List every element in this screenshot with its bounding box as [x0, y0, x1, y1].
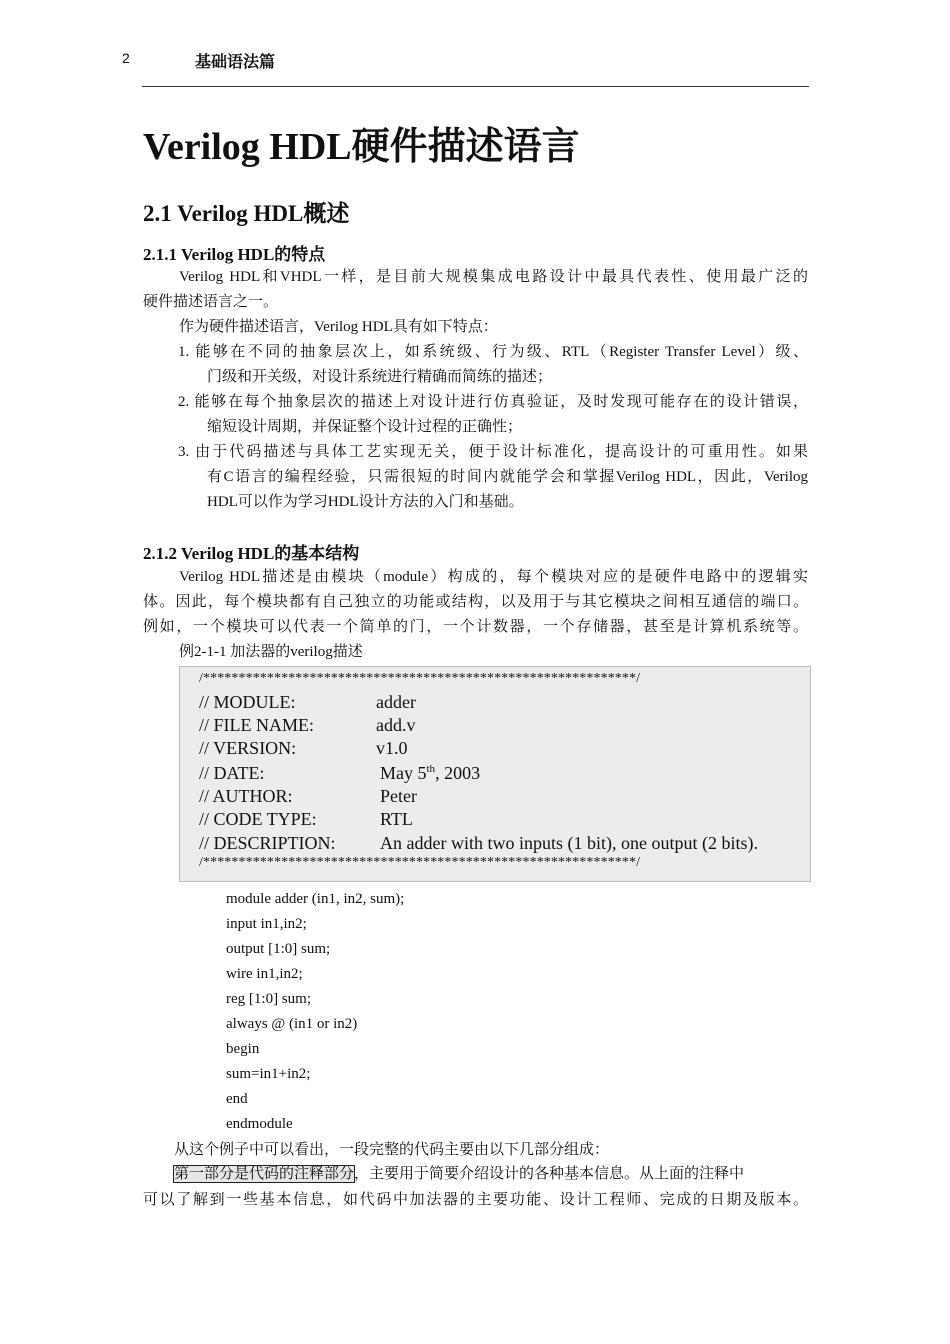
- page-number: 2: [122, 50, 130, 66]
- comment-value: v1.0: [376, 738, 408, 758]
- comment-key: // DESCRIPTION:: [199, 833, 336, 853]
- paragraph-line: 硬件描述语言之一。: [143, 294, 279, 310]
- example-caption: 例2-1-1 加法器的verilog描述: [179, 644, 363, 660]
- subsection-number: 2.1.2 Verilog HDL: [143, 544, 275, 563]
- list-item: 2. 能够在每个抽象层次的描述上对设计进行仿真验证，及时发现可能存在的设计错误，: [178, 394, 808, 410]
- comment-border-bottom: /*************************************************************/: [199, 855, 641, 870]
- code-line: wire in1,in2;: [226, 966, 303, 982]
- code-line: input in1,in2;: [226, 916, 307, 932]
- code-line: begin: [226, 1041, 260, 1057]
- comment-value: RTL: [380, 809, 413, 829]
- comment-key: // FILE NAME:: [199, 715, 314, 735]
- code-line: always @ (in1 or in2): [226, 1016, 358, 1032]
- comment-value: Peter: [380, 786, 417, 806]
- chapter-title: Verilog HDL硬件描述语言: [143, 126, 580, 168]
- comment-value: [380, 763, 480, 784]
- comment-value: add.v: [376, 715, 416, 735]
- code-line: endmodule: [226, 1116, 293, 1132]
- code-comment-block: [179, 666, 811, 882]
- list-item-cont: 缩短设计周期，并保证整个设计过程的正确性；: [207, 419, 523, 435]
- code-line: end: [226, 1091, 248, 1107]
- list-item-cont: 门级和开关级，对设计系统进行精确而简练的描述；: [207, 369, 553, 385]
- paragraph-line: 从这个例子中可以看出，一段完整的代码主要由以下几部分组成：: [174, 1142, 610, 1158]
- code-line: module adder (in1, in2, sum);: [226, 891, 405, 907]
- running-head: 基础语法篇: [195, 52, 276, 71]
- comment-key: // VERSION:: [199, 738, 297, 758]
- paragraph-line: Verilog HDL和VHDL一样，是目前大规模集成电路设计中最具代表性、使用最广泛的: [179, 269, 808, 285]
- comment-key: // AUTHOR:: [199, 786, 293, 806]
- comment-key: // DATE:: [199, 763, 265, 783]
- date-text: May 5: [380, 763, 427, 783]
- list-item: 3. 由于代码描述与具体工艺实现无关，便于设计标准化，提高设计的可重用性。如果: [178, 444, 808, 460]
- paragraph-line: 可以了解到一些基本信息，如代码中加法器的主要功能、设计工程师、完成的日期及版本。: [143, 1192, 808, 1208]
- list-item: 1. 能够在不同的抽象层次上，如系统级、行为级、RTL（Register Transfer Level）级、: [178, 344, 808, 360]
- paragraph-line: 体。因此，每个模块都有自己独立的功能或结构，以及用于与其它模块之间相互通信的端口。: [143, 594, 808, 610]
- comment-border-top: /*************************************************************/: [199, 671, 641, 686]
- highlighted-phrase: 第一部分是代码的注释部分: [174, 1166, 355, 1182]
- comment-key: // MODULE:: [199, 692, 296, 712]
- comment-value: adder: [376, 692, 416, 712]
- code-line: sum=in1+in2;: [226, 1066, 311, 1082]
- paragraph-line: 作为硬件描述语言，Verilog HDL具有如下特点：: [179, 319, 498, 335]
- paragraph-line: 例如，一个模块可以代表一个简单的门，一个计数器，一个存储器，甚至是计算机系统等。: [143, 619, 808, 635]
- code-line: reg [1:0] sum;: [226, 991, 311, 1007]
- subsection-title-structure: [143, 539, 359, 564]
- subsection-text: 的基本结构: [274, 544, 360, 563]
- list-item-cont: HDL可以作为学习HDL设计方法的入门和基础。: [207, 494, 524, 510]
- list-item-cont: 有C语言的编程经验，只需很短的时间内就能学会和掌握Verilog HDL，因此，Verilog: [207, 469, 808, 485]
- paragraph-text: ，主要用于简要介绍设计的各种基本信息。从上面的注释中: [354, 1166, 745, 1182]
- header-rule: [142, 86, 809, 87]
- subsection-text: 的特点: [274, 245, 326, 264]
- date-suffix: th: [426, 763, 436, 775]
- code-line: output [1:0] sum;: [226, 941, 331, 957]
- date-year: , 2003: [435, 763, 481, 783]
- subsection-title-features: [143, 240, 325, 265]
- paragraph-line: [174, 1164, 808, 1184]
- comment-value: An adder with two inputs (1 bit), one output (2 bits).: [380, 833, 758, 853]
- subsection-number: 2.1.1 Verilog HDL: [143, 245, 275, 264]
- paragraph-line: Verilog HDL描述是由模块（module）构成的，每个模块对应的是硬件电路中的逻辑实: [179, 569, 808, 585]
- comment-key: // CODE TYPE:: [199, 809, 317, 829]
- section-title: 2.1 Verilog HDL概述: [143, 201, 350, 226]
